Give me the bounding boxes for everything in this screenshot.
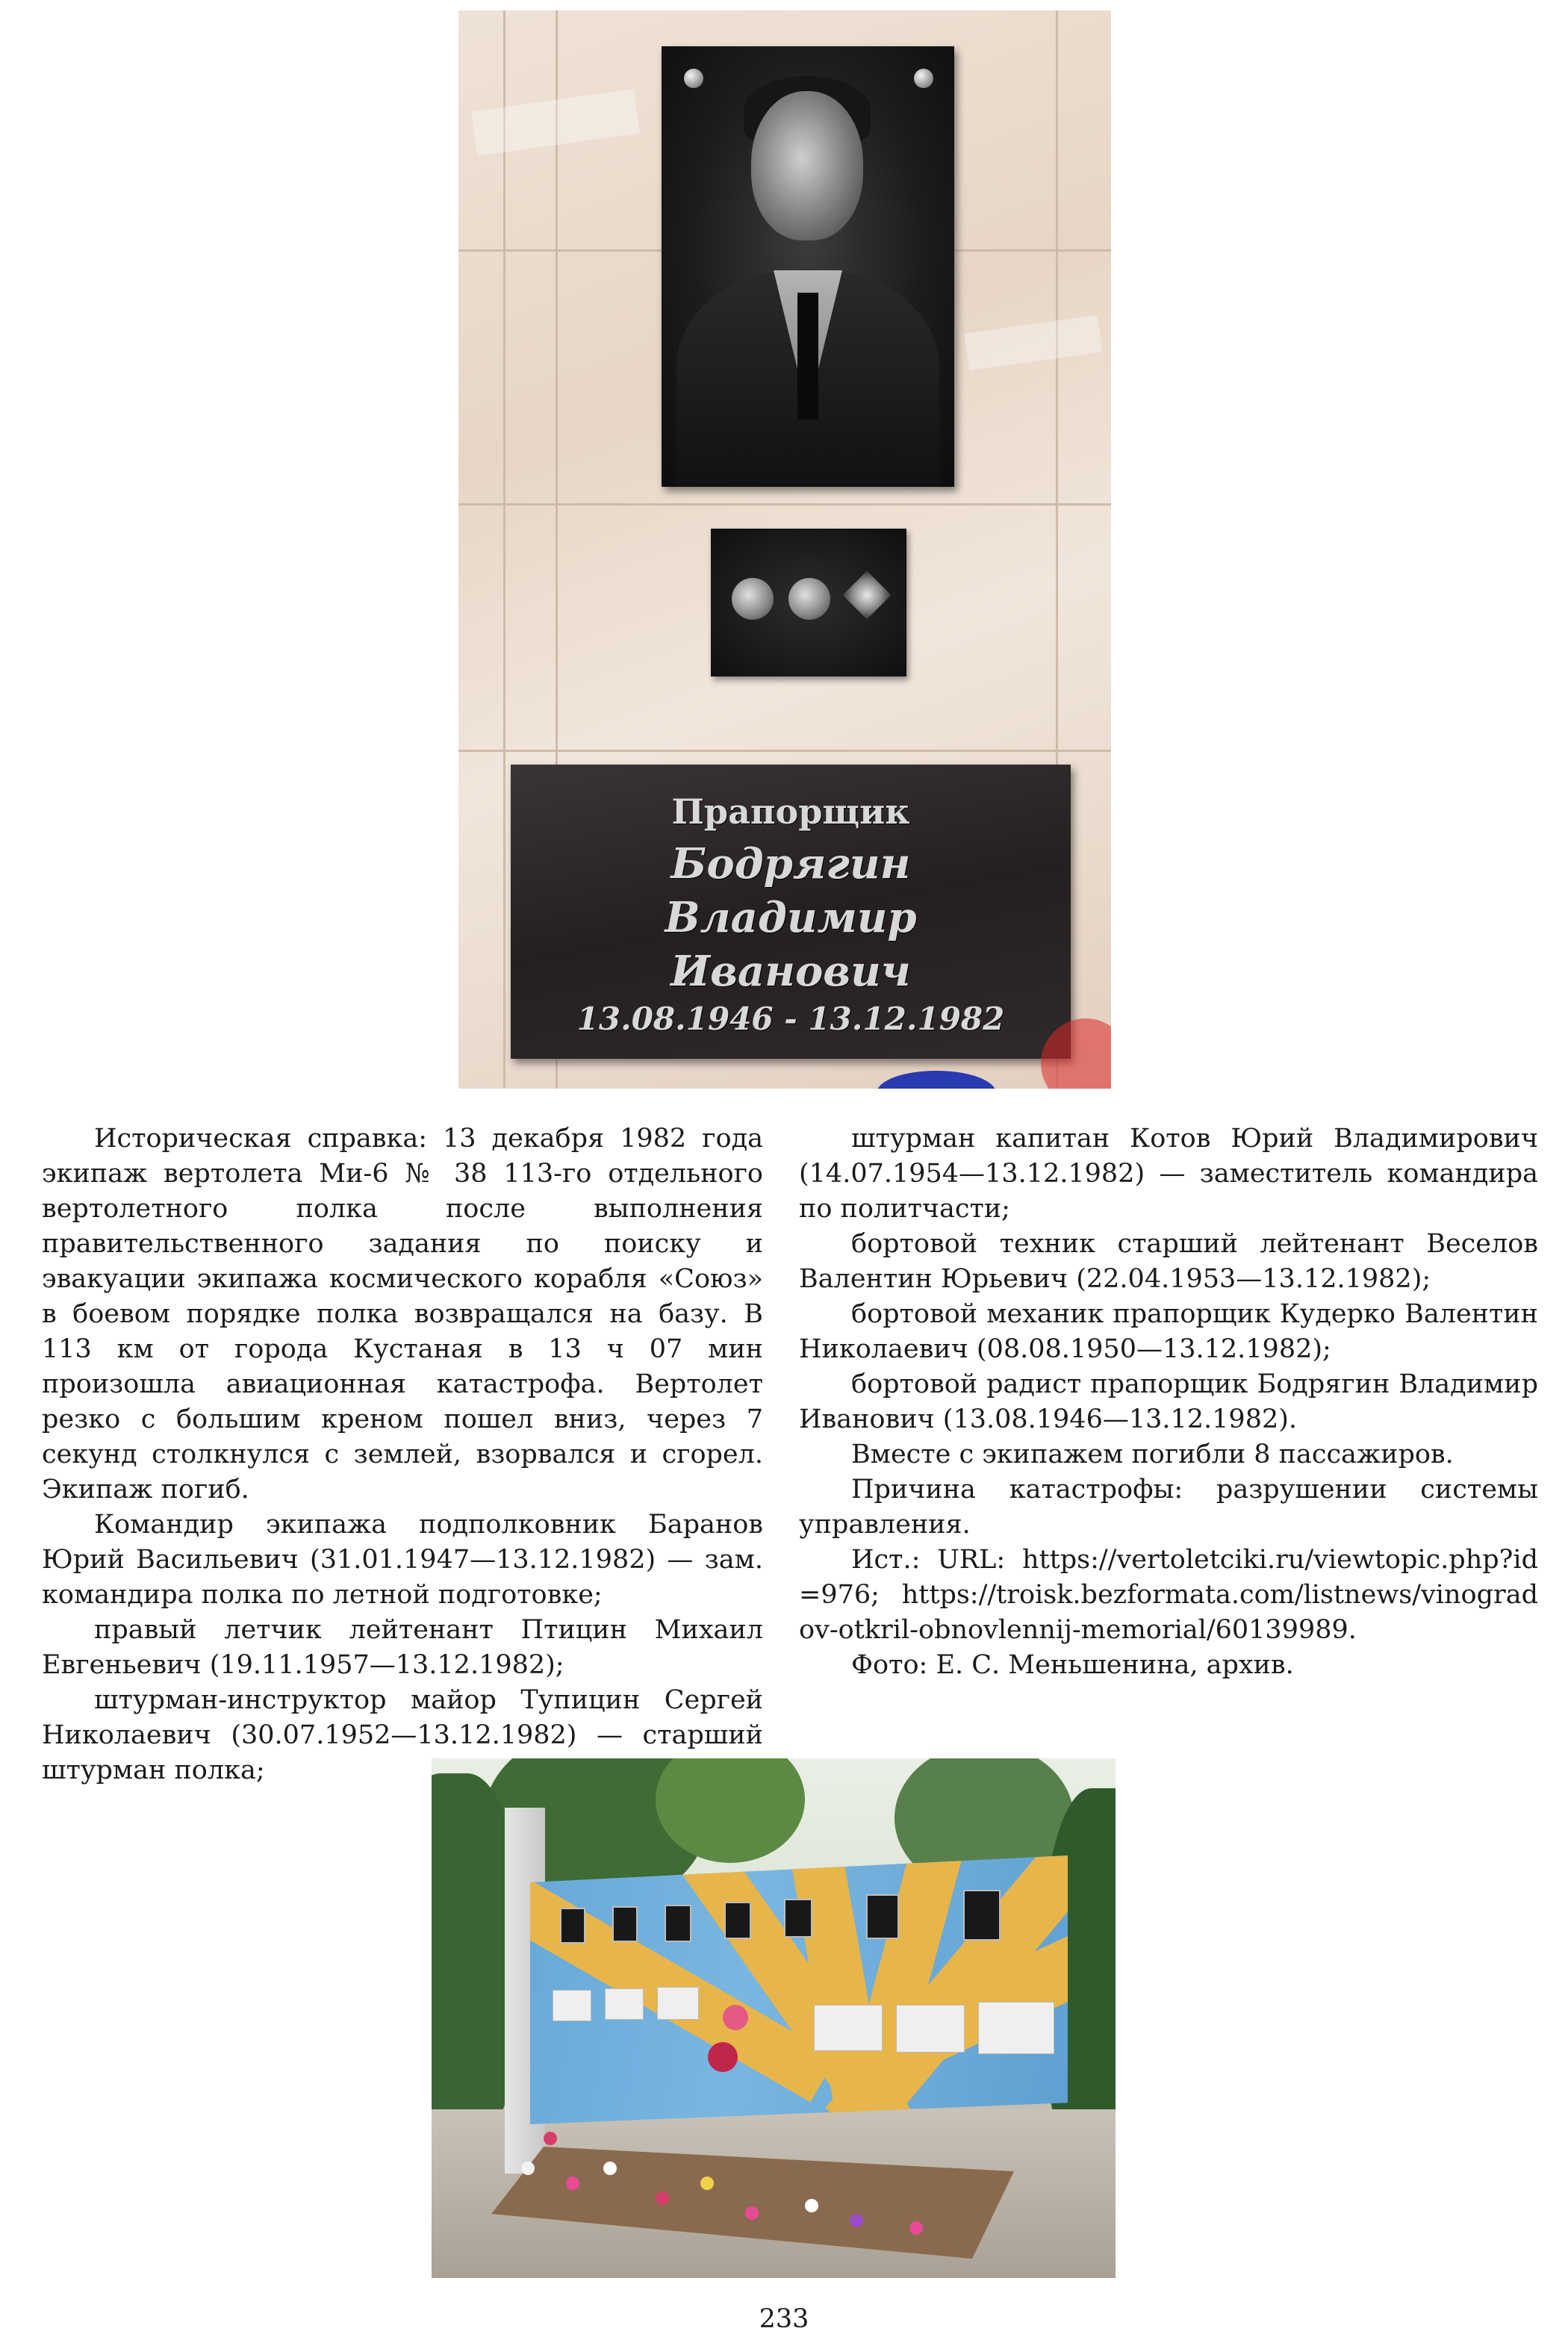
paragraph: штурман-инструктор майор Тупицин Сергей Николаевич (30.07.1952—13.12.1982) — старший штурман полка; xyxy=(42,1685,763,1785)
paragraph: Командир экипажа подполковник Баранов Юрий Васильевич (31.01.1947—13.12.1982) — зам. командира полка по летной подготовке; xyxy=(42,1510,763,1610)
paragraph: Причина катастрофы: разрушении системы управления. xyxy=(799,1475,1538,1540)
portrait-face xyxy=(751,91,863,240)
paragraph: Историческая справка: 13 декабря 1982 года экипаж вертолета Ми-6 № 38 113-го отдельного вертолетного полка после выполнения правительственного задания по поиску и эвакуации экипажа космического корабля «Союз» в боевом порядке полка возвращался на базу. В 113 км от города Кустаная в 13 ч 07 мин произошла авиационная катастрофа. Вертолет резко с большим креном пошел вниз, через 7 секунд столкнулся с землей, взорвался и сгорел. Экипаж погиб. xyxy=(42,1124,763,1505)
photo-credit: Фото: Е. С. Меньшенина, архив. xyxy=(851,1650,1294,1680)
text-column-right xyxy=(799,1121,1538,1683)
memorial-wall-photo xyxy=(432,1758,1116,2278)
plaque-first-name: Владимир xyxy=(665,893,917,942)
paragraph: бортовой радист прапорщик Бодрягин Владимир Иванович (13.08.1946—13.12.1982). xyxy=(799,1369,1538,1434)
paragraph: штурман капитан Котов Юрий Владимирович (14.07.1954—13.12.1982) — заместитель командира по политчасти; xyxy=(799,1124,1538,1224)
paragraph: Вместе с экипажем погибли 8 пассажиров. xyxy=(851,1440,1454,1469)
plaque-rank: Прапорщик xyxy=(671,791,910,832)
paragraph: бортовой техник старший лейтенант Веселов Валентин Юрьевич (22.04.1953—13.12.1982); xyxy=(799,1229,1538,1294)
plaque-dates: 13.08.1946 - 13.12.1982 xyxy=(576,1001,1005,1037)
source-reference: Ист.: URL: https://vertoletciki.ru/viewtopic.php?id=976; https://troisk.bezformata.com/listnews/vinogradov-otkril-obnovlennij-memorial/60139989. xyxy=(799,1545,1538,1645)
paragraph: бортовой механик прапорщик Кудерко Валентин Николаевич (08.08.1950—13.12.1982); xyxy=(799,1299,1538,1364)
text-column-left xyxy=(42,1121,763,1788)
plaque-surname: Бодрягин xyxy=(671,839,911,889)
page-number: 233 xyxy=(759,2304,809,2334)
name-plaque xyxy=(511,765,1071,1059)
memorial-wall xyxy=(530,1855,1068,2124)
medal-icon xyxy=(788,578,830,620)
paragraph: правый летчик лейтенант Птицин Михаил Евгеньевич (19.11.1957—13.12.1982); xyxy=(42,1615,763,1680)
memorial-plaque-photo xyxy=(458,10,1111,1089)
plaque-patronymic: Иванович xyxy=(671,947,911,996)
badge-icon xyxy=(842,570,891,619)
portrait-slab xyxy=(662,46,954,487)
medal-slab xyxy=(711,529,906,676)
medal-icon xyxy=(732,578,774,620)
